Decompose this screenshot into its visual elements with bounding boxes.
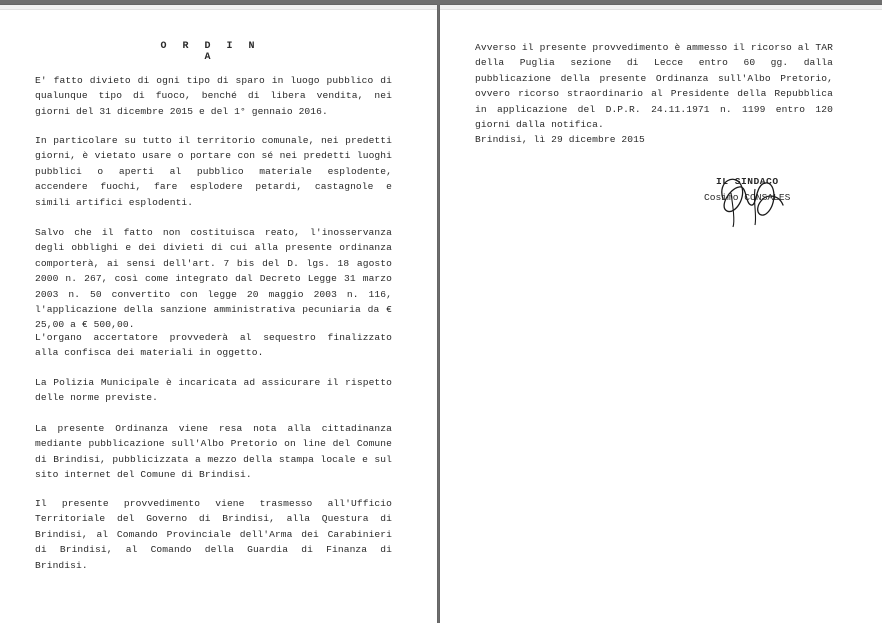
page-top-edge (0, 5, 437, 10)
paragraph-transmission: Il presente provvedimento viene trasmesso all'Ufficio Territoriale del Governo di Brindisi, alla Questura di Brindisi, al Comando Provinciale dell'Arma dei Carabinieri di Brindisi, al Comando della Guardia di Finanza di Brindisi. (35, 498, 392, 571)
ordinance-heading: O R D I N A (160, 41, 260, 63)
paragraph-ban: E' fatto divieto di ogni tipo di sparo in luogo pubblico di qualunque tipo di fuoco, benché di libera vendita, nei giorni del 31 dicembre 2015 e del 1° gennaio 2016. (35, 75, 392, 117)
document-page-left (0, 5, 437, 623)
paragraph-seizure: L'organo accertatore provvederà al sequestro finalizzato alla confisca dei materiali in oggetto. (35, 332, 392, 359)
paragraph-police: La Polizia Municipale è incaricata ad assicurare il rispetto delle norme previste. (35, 377, 392, 404)
paragraph-publication: La presente Ordinanza viene resa nota alla cittadinanza mediante pubblicazione sull'Albo Pretorio on line del Comune di Brindisi, pubblicizzata a mezzo della stampa locale e sul sito internet del Comune di Brindisi. (35, 423, 392, 481)
paragraph-sanctions: Salvo che il fatto non costituisca reato, l'inosservanza degli obblighi e dei divieti di cui alla presente ordinanza comporterà, ai sensi dell'art. 7 bis del D. lgs. 18 agosto 2000 n. 267, così come integrato dal Decreto Legge 31 marzo 2003 n. 50 convertito con legge 20 maggio 2003 n. 116, l'applicazione della sanzione amministrativa pecuniaria da € 25,00 a € 500,00. (35, 227, 392, 331)
handwritten-signature (695, 171, 795, 231)
paragraph-prohibitions: In particolare su tutto il territorio comunale, nei predetti giorni, è vietato usare o portare con sé nei predetti luoghi pubblici o aperti al pubblico materiale esplodente, accendere fuochi, fare esplodere petardi, castagnole e simili artifici esplodenti. (35, 135, 392, 208)
signature-title: IL SINDACO (716, 176, 779, 187)
page-top-edge (440, 5, 882, 10)
signature-name: Cosimo CONSALES (704, 192, 791, 203)
date-line: Brindisi, lì 29 dicembre 2015 (475, 134, 645, 145)
document-page-right (440, 5, 882, 623)
paragraph-appeal: Avverso il presente provvedimento è ammesso il ricorso al TAR della Puglia sezione di Lecce entro 60 gg. dalla pubblicazione della presente Ordinanza sull'Albo Pretorio, ovvero ricorso straordinario al Presidente della Repubblica in applicazione del D.P.R. 24.11.1971 n. 1199 entro 120 giorni dalla notifica. (475, 42, 833, 131)
